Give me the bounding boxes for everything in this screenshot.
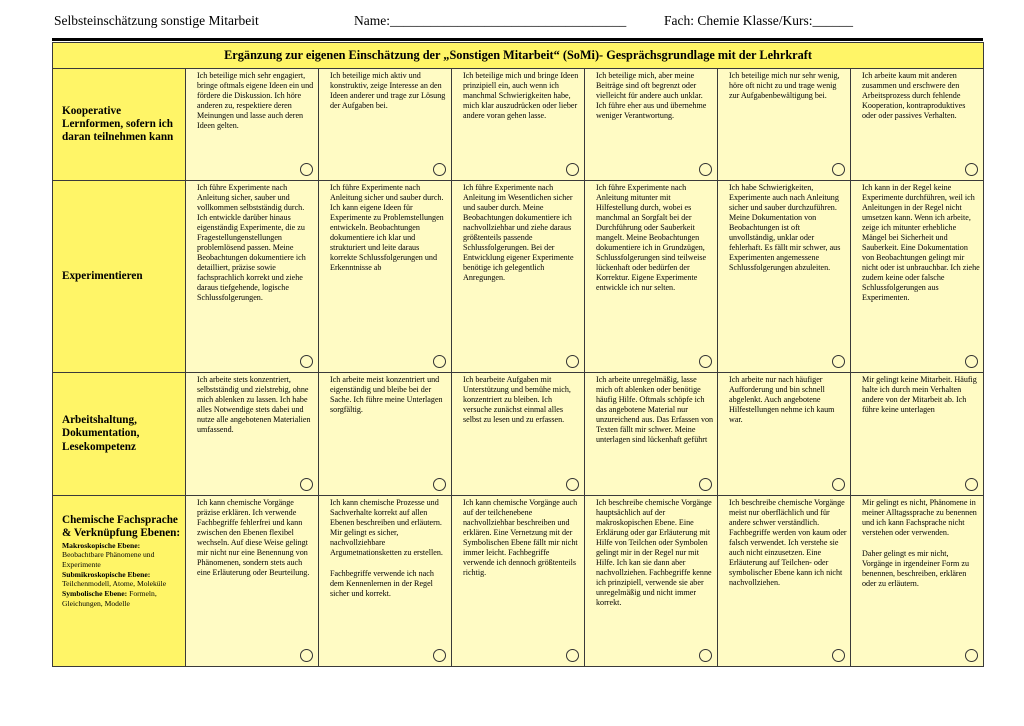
table-row [53,373,984,496]
rating-cell: Ich arbeite stets konzentriert, selbstständig und zielstrebig, ohne mich ablenken zu lassen. Ich habe alles Notwendige stets dabei und nutze alle angebotenen Materialien umfassend. [186,373,319,496]
rating-cell: Ich führe Experimente nach Anleitung im Wesentlichen sicher und sauber durch. Meine Beobachtungen dokumentiere ich nachvollziehbar und ziehe daraus größtenteils passende Schlussfolgerungen. Bei der Entwicklung eigener Experimente benötige ich gelegentlich Anregungen. [452,181,585,373]
rating-cell: Ich beschreibe chemische Vorgänge meist nur oberflächlich und für andere schwer verständlich. Fachbegriffe werden von kaum oder falsch verwendet. Ich verstehe sie auch nicht einzusetzen. Eine Erläuterung auf Teilchen- oder symbolischer Ebene kann ich nicht nachvollziehen. [718,496,851,667]
rating-radio[interactable] [566,163,579,176]
cell-extra-text: Fachbegriffe verwende ich nach dem Kennenlernen in der Regel sicher und korrekt. [330,569,434,599]
rating-radio[interactable] [566,478,579,491]
table-row [53,69,984,181]
rating-radio[interactable] [965,478,978,491]
rating-cell: Ich kann chemische Vorgänge präzise erklären. Ich verwende Fachbegriffe fehlerfrei und kann zwischen den Ebenen flexibel wechseln. Auf diese Weise gelingt mir nicht nur eine Benennung von Phänomenen, sondern stets auch eine Erläuterung oder Beurteilung. [186,496,319,667]
rating-cell: Ich beteilige mich, aber meine Beiträge sind oft begrenzt oder vielleicht für andere auch unklar. Ich führe eher aus und übernehme weniger Verantwortung. [585,69,718,181]
row-label-kooperative-lernformen: Kooperative Lernformen, sofern ich daran teilnehmen kann [53,69,186,181]
rating-radio[interactable] [433,478,446,491]
rating-radio[interactable] [965,355,978,368]
cell-extra-text: Daher gelingt es mir nicht, Vorgänge in irgendeiner Form zu benennen, beschreiben, erklären oder zu erläutern. [862,549,969,589]
rating-cell: Ich kann chemische Prozesse und Sachverhalte korrekt auf allen Ebenen beschreiben und erläutern. Mir gelingt es sicher, nachvollziehbare Argumetnationsketten zu erstellen. Fachbegriffe verwende ich nach dem Kennenlernen in der Regel sicher und korrekt. [319,496,452,667]
rating-cell: Ich führe Experimente nach Anleitung sicher und sauber durch. Ich kann eigene Ideen für Experimente zu Problemstellungen entwickeln. Beobachtungen dokumentiere ich klar und strukturiert und leite daraus korrekte Schlussfolgerungen und Erkenntnisse ab [319,181,452,373]
document-title: Selbsteinschätzung sonstige Mitarbeit [54,13,259,28]
rating-cell: Ich kann chemische Vorgänge auch auf der teilchenebene nachvollziehbar beschreiben und erklären. Eine Vernetzung mit der Symbolischen Ebene fällt mir nicht immer leicht. Fachbegriffe verwende ich dennoch größtenteils richtig. [452,496,585,667]
rating-cell: Ich bearbeite Aufgaben mit Unterstützung und bemühe mich, konzentriert zu bleiben. Ich versuche zunächst einmal alles selbst zu lesen und zu erfassen. [452,373,585,496]
rating-cell: Ich führe Experimente nach Anleitung mitunter mit Hilfestellung durch, wobei es manchmal an Sorgfalt bei der Durchführung oder Sauberkeit mangelt. Meine Beobachtungen dokumentiere ich in Grundzügen, Schlussfolgerungen sind teilweise lückenhaft oder bedürfen der Korrektur. Eigene Experimente entwickle ich nur selten. [585,181,718,373]
header-rule [52,38,983,41]
rating-radio[interactable] [433,649,446,662]
rating-radio[interactable] [699,355,712,368]
table-title: Ergänzung zur eigenen Einschätzung der „Sonstigen Mitarbeit“ (SoMi)- Gesprächsgrundlage mit der Lehrkraft [53,43,984,69]
rating-radio[interactable] [566,355,579,368]
rating-cell: Ich beteilige mich sehr engagiert, bringe oftmals eigene Ideen ein und fördere die Diskussion. Ich höre anderen zu, respektiere deren Meinungen und lasse auch deren Ideen gelten. [186,69,319,181]
rating-radio[interactable] [965,649,978,662]
table-row [53,496,984,667]
sublabel-submikroskopisch: Submikroskopische Ebene: Teilchenmodell, Atome, Moleküle [62,569,167,589]
rating-cell: Mir gelingt es nicht, Phänomene in meiner Alltagssprache zu benennen und ich kann Fachsprache nicht verstehen oder verwenden. Daher gelingt es mir nicht, Vorgänge in irgendeiner Form zu benennen, beschreiben, erklären oder zu erläutern. [851,496,984,667]
rating-cell: Ich beschreibe chemische Vorgänge hauptsächlich auf der makroskopischen Ebene. Eine Erklärung oder gar Erläuterung mit Hilfe von Teilchen oder Symbolen gelingt mir in der Regel nur mit Hilfe. Ich kan sie dann aber nachvollziehen. Fachbegriffe kenne ich prinzipiell, verwende sie aber unregelmäßig und nicht immer korrekt. [585,496,718,667]
rating-radio[interactable] [300,649,313,662]
rating-cell: Ich kann in der Regel keine Experimente durchführen, weil ich Anleitungen in der Regel nicht umsetzen kann. Wenn ich arbeite, zeige ich mitunter erhebliche Mängel bei Sicherheit und Sauberkeit. Eine Dokumentation von Beobachtungen gelingt mir nicht oder ist unbrauchbar. Ich ziehe zudem keine oder falsche Schlussfolgerungen aus Experimenten. [851,181,984,373]
rating-radio[interactable] [433,163,446,176]
rating-radio[interactable] [699,478,712,491]
rating-cell: Mir gelingt keine Mitarbeit. Häufig halte ich durch mein Verhalten andere von der Mitarbeit ab. Ich führe keine unterlagen [851,373,984,496]
row-label-fachsprache: Chemische Fachsprache & Verknüpfung Ebenen: Makroskopische Ebene: Beobachtbare Phänomene und Experimente Submikroskopische Ebene: Teilchenmodell, Atome, Moleküle Symbolische Ebene: Formeln, Gleichungen, Modelle [53,496,186,667]
rating-cell: Ich beteilige mich und bringe Ideen prinzipiell ein, auch wenn ich manchmal Schwierigkeiten habe, mich klar auszudrücken oder lieber andere voran gehen lasse. [452,69,585,181]
row-label-experimentieren: Experimentieren [53,181,186,373]
sublabel-symbolisch: Symbolische Ebene: Formeln, Gleichungen, Modelle [62,589,157,608]
rating-cell: Ich beteilige mich nur sehr wenig, höre oft nicht zu und trage wenig zur Aufgabenbewältigung bei. [718,69,851,181]
rating-radio[interactable] [300,478,313,491]
rating-radio[interactable] [832,163,845,176]
sublabel-makroskopisch: Makroskopische Ebene: Beobachtbare Phänomene und Experimente [62,541,155,569]
rating-cell: Ich arbeite unregelmäßig, lasse mich oft ablenken oder benötige häufig Hilfe. Oftmals schöpfe ich das angebotene Material nur unzureichend aus. Das Erfassen von Texten fällt mir schwer. Meine unterlagen sind lückenhaft geführt [585,373,718,496]
rating-radio[interactable] [433,355,446,368]
rating-cell: Ich führe Experimente nach Anleitung sicher, sauber und vollkommen selbstständig durch. Ich entwickle darüber hinaus eigenständig Experimente, die zu Fragestellungenstellungen problemlösend passen. Meine Beobachtungen dokumentiere ich detailliert, präzise sowie fachsprachlich korrekt und ziehe daraus tiefgehende, logische Schlussfolgerungen. [186,181,319,373]
rating-radio[interactable] [300,355,313,368]
rating-cell: Ich arbeite kaum mit anderen zusammen und erschwere den Arbeitsprozess durch fehlende Kooperation, kontraproduktives oder oder passives Verhalten. [851,69,984,181]
subject-class-field[interactable]: Fach: Chemie Klasse/Kurs:______ [664,13,853,28]
rating-radio[interactable] [832,355,845,368]
rating-cell: Ich arbeite meist konzentriert und eigenständig und bleibe bei der Sache. Ich führe meine Unterlagen sorgfältig. [319,373,452,496]
rating-radio[interactable] [566,649,579,662]
self-assessment-table [52,42,984,667]
rating-radio[interactable] [300,163,313,176]
row-label-arbeitshaltung: Arbeitshaltung, Dokumentation, Lesekompetenz [53,373,186,496]
rating-radio[interactable] [699,163,712,176]
table-row [53,181,984,373]
name-field[interactable]: Name:___________________________________ [354,13,627,28]
rating-cell: Ich arbeite nur nach häufiger Aufforderung und bin schnell abgelenkt. Auch angebotene Hilfestellungen nehme ich kaum war. [718,373,851,496]
rating-cell: Ich habe Schwierigkeiten, Experimente auch nach Anleitung sicher und sauber durchzuführen. Meine Dokumentation von Beobachtungen ist oft unvollständig, unklar oder fehlerhaft. Es fällt mir schwer, aus Experimenten angemessene Schlussfolgerungen abzuleiten. [718,181,851,373]
rating-radio[interactable] [832,649,845,662]
rating-radio[interactable] [699,649,712,662]
page-header [54,13,984,35]
rating-cell: Ich beteilige mich aktiv und konstruktiv, zeige Interesse an den Ideen anderer und trage zur Lösung der Aufgaben bei. [319,69,452,181]
rating-radio[interactable] [965,163,978,176]
rating-radio[interactable] [832,478,845,491]
